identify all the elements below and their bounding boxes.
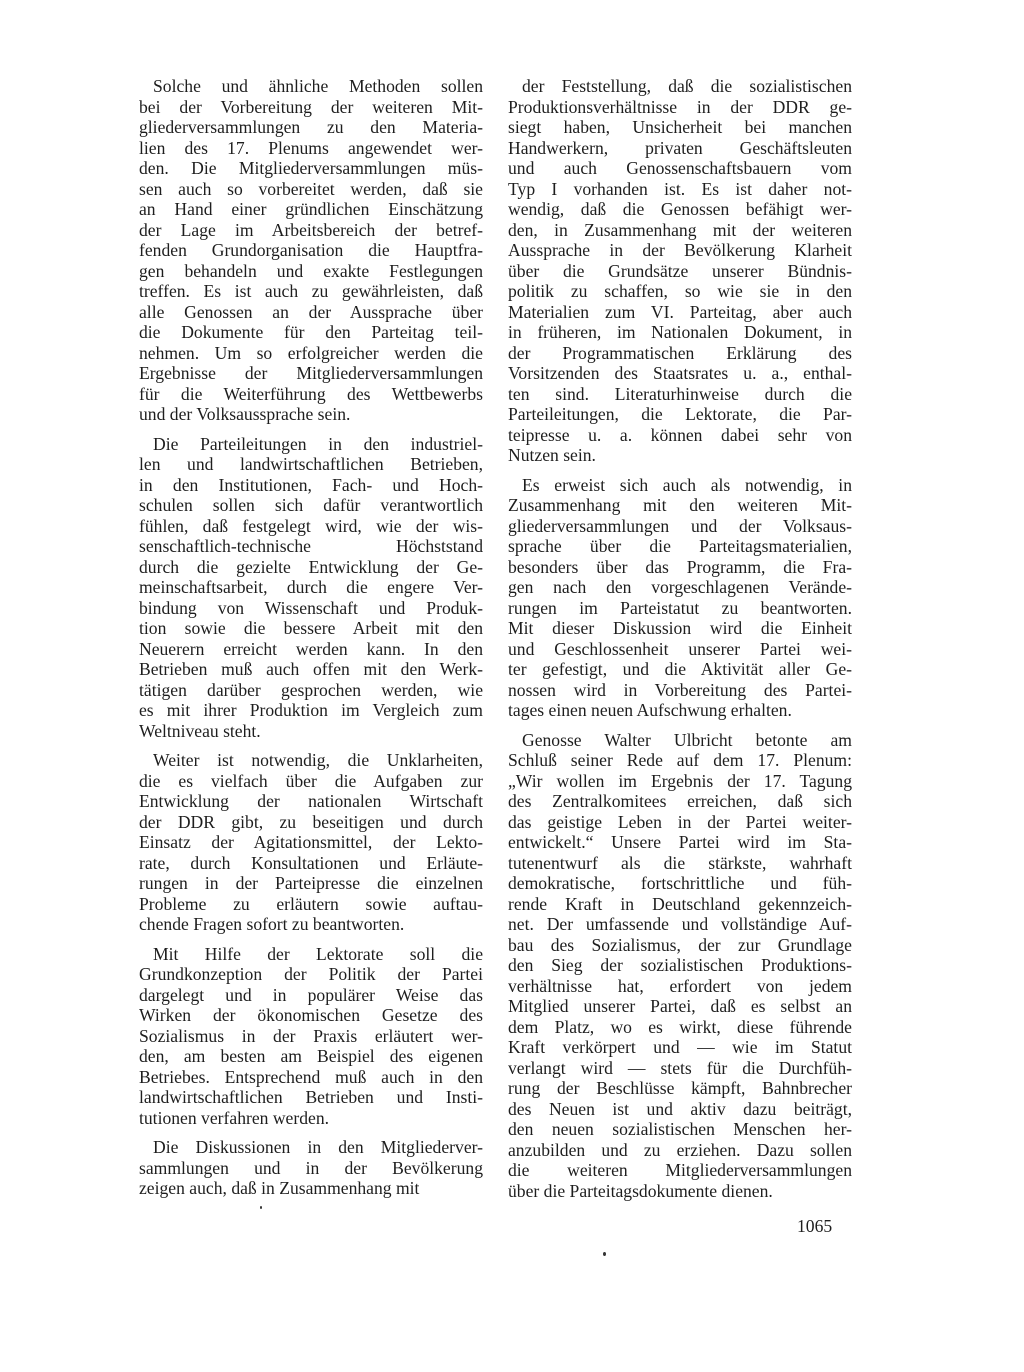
text-line: den neuen sozialistischen Menschen her- [508,1119,852,1139]
text-line: des Zentralkomitees erreichen, daß sich [508,791,852,811]
text-line: der DDR gibt, zu beseitigen und durch [139,811,483,832]
text-line: Probleme zu erläutern sowie auftau- [139,893,483,914]
text-line: tätigen darüber gesprochen werden, wie [139,679,483,700]
text-line: sprache über die Parteitagsmaterialien, [508,536,852,556]
text-line: sen auch so vorbereitet werden, daß sie [139,178,483,199]
text-line: verlangt wird — stets für die Durchfüh- [508,1057,852,1078]
text-line: und auch Genossenschaftsbauern vom [508,158,852,178]
text-line: der Feststellung, daß die sozialistischen [522,76,852,96]
text-line: durch die gezielte Entwicklung der Ge- [139,556,483,577]
text-line: alle Genossen an der Aussprache über [139,301,483,322]
text-line: fenden Grundorganisation die Hauptfra- [139,240,483,260]
text-line: „Wir wollen im Ergebnis der 17. Tagung [508,770,852,791]
text-line: Betrieben muß auch offen mit den Werk- [139,659,483,679]
text-line: tutionen verfahren werden. [139,1107,330,1128]
text-line: für die Weiterführung des Wettbewerbs [139,383,483,404]
text-line: und Geschlossenheit unserer Partei wei- [508,638,852,659]
paragraph [139,434,483,742]
text-line: sammlungen und in der Bevölkerung [139,1157,483,1178]
text-line: gliederversammlungen zu den Materia- [139,117,483,137]
text-line: Weiter ist notwendig, die Unklarheiten, [153,750,483,770]
text-line: meinschaftsarbeit, durch die engere Ver- [139,577,483,597]
text-line: Schluß seiner Rede auf dem 17. Plenum: [508,750,852,770]
text-line: die es vielfach über die Aufgaben zur [139,770,483,791]
text-line: schulen sollen sich dafür verantwortlich [139,495,483,515]
text-line: der Programmatischen Erklärung des [508,342,852,363]
text-line: dargelegt und in populärer Weise das [139,984,483,1005]
text-line: gen nach den vorgeschlagenen Verände- [508,577,852,597]
text-line: tages einen neuen Aufschwung erhalten. [508,700,792,720]
text-line: Mit dieser Diskussion wird die Einheit [508,618,852,638]
text-line: über die Grundsätze unserer Bündnis- [508,260,852,281]
text-line: len und landwirtschaftlichen Betrieben, [139,454,483,474]
text-line: nossen wird in Vorbereitung des Partei- [508,679,852,700]
text-line: ten sind. Literaturhinweise durch die [508,383,852,404]
text-line: Betriebes. Entsprechend muß auch in den [139,1066,483,1087]
text-line: nehmen. Um so erfolgreicher werden die [139,342,483,363]
text-line: an Hand einer gründlichen Einschätzung [139,199,483,219]
text-line: siegt haben, Unsicherheit bei manchen [508,117,852,137]
text-line: Die Diskussionen in den Mitgliederver- [153,1137,483,1157]
text-line: entwickelt.“ Unsere Partei wird im Sta- [508,832,852,852]
paragraph [508,475,852,721]
text-line: und der Volksaussprache sein. [139,404,351,424]
paragraph [508,76,852,466]
text-line: rende Kraft in Deutschland gekennzeich- [508,893,852,914]
text-line: Die Parteileitungen in den industriel- [153,433,483,454]
text-line: Ergebnisse der Mitgliederversammlungen [139,363,483,383]
text-line: Typ I vorhanden ist. Es ist daher not- [508,178,852,199]
paragraph [508,730,852,1202]
text-line: Handwerkern, privaten Geschäftsleuten [508,137,852,158]
text-line: den, in Zusammenhang mit der weiteren [508,219,852,240]
text-line: Neuerern erreicht werden kann. In den [139,638,483,659]
text-line: rungen im Parteistatut zu beantworten. [508,597,852,618]
text-line: in den Institutionen, Fach- und Hoch- [139,474,483,495]
text-line: fühlen, daß festgelegt wird, wie der wis- [139,515,483,536]
text-line: bau des Sozialismus, der zur Grundlage [508,934,852,955]
text-line: über die Parteitagsdokumente dienen. [508,1180,773,1201]
text-line: Vorsitzenden des Staatsrates u. a., enthal- [508,363,852,383]
text-line: das geistige Leben in der Partei weiter- [508,811,852,832]
text-line: Solche und ähnliche Methoden sollen [153,76,483,96]
text-line: die weiteren Mitgliederversammlungen [508,1160,852,1180]
paragraph [139,1137,483,1199]
text-line: Es erweist sich auch als notwendig, in [522,474,852,495]
text-line: Mit Hilfe der Lektorate soll die [153,943,483,964]
text-line: Kraft verkörpert und — wie im Statut [508,1037,852,1057]
text-line: chende Fragen sofort zu beantworten. [139,914,405,934]
text-line: die Dokumente für den Parteitag teil- [139,322,483,342]
text-line: Weltniveau steht. [139,720,261,741]
text-line: gliederversammlungen und der Volksaus- [508,515,852,536]
text-line: den, am besten am Beispiel des eigenen [139,1046,483,1066]
text-line: bindung von Wissenschaft und Produk- [139,597,483,618]
text-line: besonders über das Programm, die Fra- [508,556,852,577]
text-line: den. Die Mitgliederversammlungen müs- [139,158,483,178]
text-line: in früheren, im Nationalen Dokument, in [508,322,852,342]
paragraph [139,76,483,425]
text-line: lien des 17. Plenums angewendet wer- [139,137,483,158]
text-line: verhältnisse hat, erfordert von jedem [508,975,852,996]
text-line: Einsatz der Agitationsmittel, der Lekto- [139,832,483,852]
text-line: treffen. Es ist auch zu gewährleisten, daß [139,281,483,301]
text-line: Sozialismus in der Praxis erläutert wer- [139,1025,483,1046]
text-line: des Neuen ist und aktiv dazu beiträgt, [508,1098,852,1119]
text-line: Parteileitungen, die Lektorate, die Par- [508,404,852,424]
text-line: zeigen auch, daß in Zusammenhang mit [139,1178,420,1198]
paragraph [139,750,483,935]
text-line: tutenentwurf als die stärkste, wahrhaft [508,852,852,873]
text-line: net. Der umfassende und vollständige Auf- [508,914,852,934]
text-line: Grundkonzeption der Politik der Partei [139,964,483,984]
text-column-right [508,76,852,1210]
text-line: demokratische, fortschrittliche und füh- [508,873,852,893]
text-line: dem Platz, wo es wirkt, diese führende [508,1016,852,1037]
text-line: der Lage im Arbeitsbereich der betref- [139,219,483,240]
text-line: Aussprache in der Bevölkerung Klarheit [508,240,852,260]
text-line: Wirken der ökonomischen Gesetze des [139,1005,483,1025]
text-line: ter gefestigt, und die Aktivität aller Ge- [508,659,852,679]
text-line: gen behandeln und exakte Festlegungen [139,260,483,281]
text-line: rung der Beschlüsse kämpft, Bahnbrecher [508,1078,852,1098]
text-line: Nutzen sein. [508,445,596,465]
text-line: landwirtschaftlichen Betrieben und Insti- [139,1087,483,1107]
text-line: Mitglied unserer Partei, daß es selbst an [508,996,852,1016]
paragraph [139,944,483,1129]
text-line: Entwicklung der nationalen Wirtschaft [139,791,483,811]
text-line: rate, durch Konsultationen und Erläute- [139,852,483,873]
text-line: Genosse Walter Ulbricht betonte am [522,729,852,750]
text-line: bei der Vorbereitung der weiteren Mit- [139,96,483,117]
text-line: wendig, daß die Genossen befähigt wer- [508,199,852,219]
text-line: es mit ihrer Produktion im Vergleich zum [139,700,483,720]
text-line: tion sowie die bessere Arbeit mit den [139,618,483,638]
scan-speck [260,1206,262,1209]
text-line: teipresse u. a. können dabei sehr von [508,424,852,445]
text-line: Produktionsverhältnisse in der DDR ge- [508,96,852,117]
text-line: rungen in der Parteipresse die einzelnen [139,873,483,893]
text-line: politik zu schaffen, so wie sie in den [508,281,852,301]
page-number: 1065 [797,1216,833,1236]
text-line: Materialien zum VI. Parteitag, aber auch [508,301,852,322]
text-line: senschaftlich-technische Höchststand [139,536,483,556]
text-line: anzubilden und zu erziehen. Dazu sollen [508,1139,852,1160]
text-column-left [139,76,483,1208]
scan-speck [603,1252,606,1256]
text-line: Zusammenhang mit den weiteren Mit- [508,495,852,515]
text-line: den Sieg der sozialistischen Produktions- [508,955,852,975]
